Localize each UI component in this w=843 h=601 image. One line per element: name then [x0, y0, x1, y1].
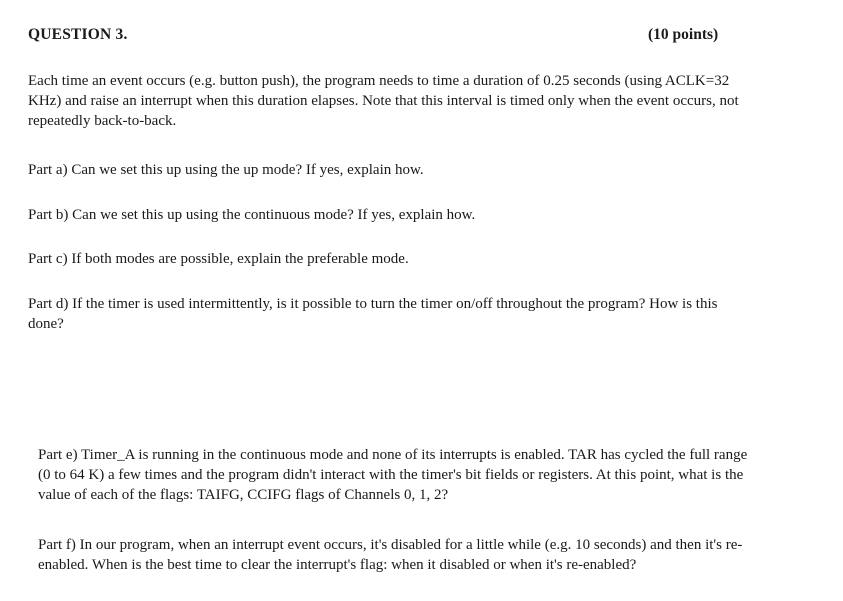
- question-intro: Each time an event occurs (e.g. button push), the program needs to time a duration of 0.25 seconds (using ACLK=32 KHz) and raise an interrupt when this duration elapses. Note that this interval is timed only when the event occurs, not repeatedly back-to-back.: [28, 73, 739, 129]
- part-e-text: Part e) Timer_A is running in the continuous mode and none of its interrupts is enabled. TAR has cycled the full range (0 to 64 K) a few times and the program didn't interact with the timer's bit fields or registers. At this point, what is the value of each of the flags: TAIFG, CCIFG flags of Channels 0, 1, 2?: [38, 447, 748, 503]
- part-c-text: Part c) If both modes are possible, explain the preferable mode.: [28, 251, 409, 267]
- part-f-text: Part f) In our program, when an interrupt event occurs, it's disabled for a little while (e.g. 10 seconds) and then it's re-enabled. When is the best time to clear the interrupt's flag: when it disabled or when it's re-enabled?: [38, 537, 743, 573]
- question-points: (10 points): [648, 26, 719, 43]
- part-b-text: Part b) Can we set this up using the continuous mode? If yes, explain how.: [28, 207, 476, 223]
- question-title: QUESTION 3.: [28, 26, 128, 43]
- part-d-text: Part d) If the timer is used intermittently, is it possible to turn the timer on/off throughout the program? How is this done?: [28, 296, 718, 332]
- part-a-text: Part a) Can we set this up using the up mode? If yes, explain how.: [28, 162, 424, 178]
